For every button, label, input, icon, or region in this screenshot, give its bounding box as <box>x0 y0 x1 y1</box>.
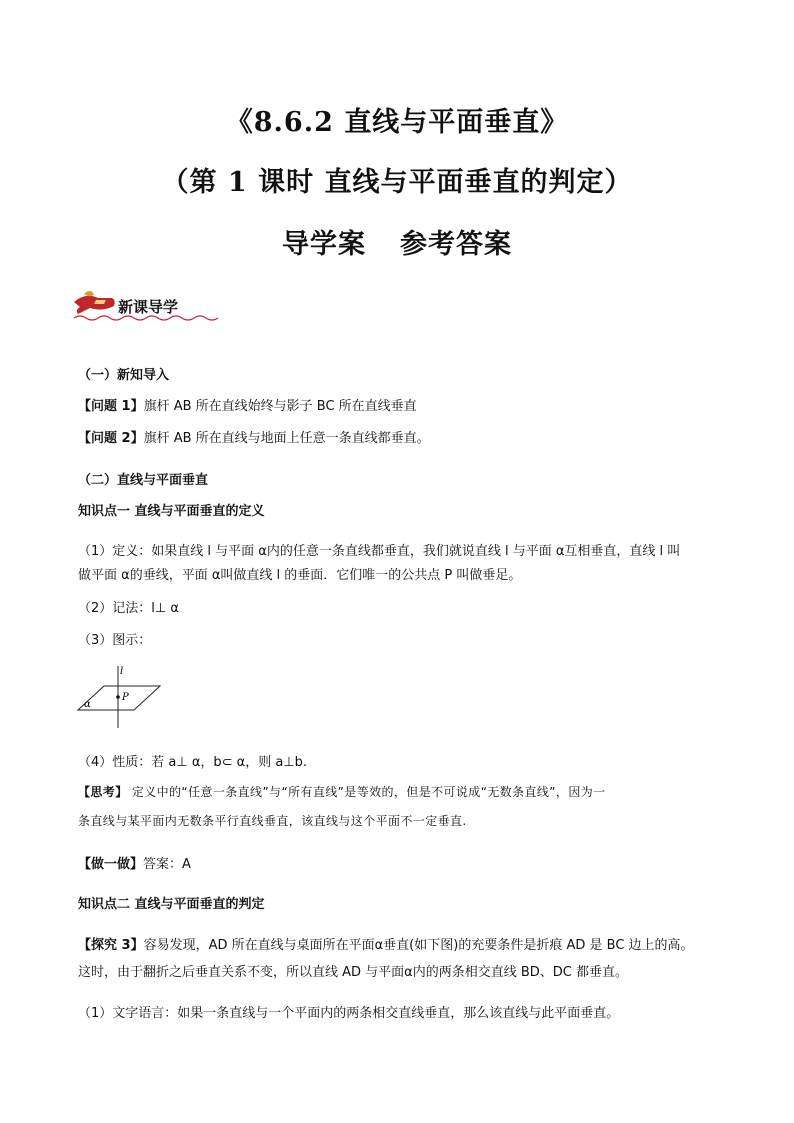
doc-title: 《8.6.2 直线与平面垂直》 <box>225 107 569 138</box>
perpendicular-diagram <box>74 660 164 730</box>
guide-label: 导学案 <box>282 229 366 260</box>
think-line-2: 条直线与某平面内无数条平行直线垂直，该直线与这个平面不一定垂直. <box>78 814 467 828</box>
question-2-tag: 【问题 2】 <box>78 431 144 446</box>
definition-line-1: （1）定义：如果直线 l 与平面 α内的任意一条直线都垂直，我们就说直线 l 与平面 α互相垂直，直线 l 叫 <box>78 544 681 559</box>
lesson-subtitle: （第 1 课时 直线与平面垂直的判定） <box>161 167 633 198</box>
foot-point <box>116 695 120 699</box>
plane-label: α <box>84 699 91 710</box>
question-1-tag: 【问题 1】 <box>78 399 144 414</box>
explore-line-1 <box>78 934 694 953</box>
line-label: l <box>120 666 124 677</box>
think-tag: 【思考】 <box>78 785 128 799</box>
explore-text-1: 容易发现，AD 所在直线与桌面所在平面α垂直(如下图)的充要条件是折痕 AD 是 BC 边上的高。 <box>143 938 694 953</box>
text-language-line: （1）文字语言：如果一条直线与一个平面内的两条相交直线垂直，那么该直线与此平面垂直。 <box>78 1006 620 1021</box>
notation-line: （2）记法：l⊥ α <box>78 601 179 616</box>
explore-tag: 【探究 3】 <box>78 938 144 953</box>
diagram-caption: （3）图示： <box>78 633 152 648</box>
knowledge-point-1-title: 知识点一 直线与平面垂直的定义 <box>78 504 265 519</box>
section-banner <box>72 288 222 324</box>
think-line-1 <box>78 783 606 800</box>
question-2-text: 旗杆 AB 所在直线与地面上任意一条直线都垂直。 <box>143 431 430 446</box>
part1-heading: （一）新知导入 <box>78 368 170 383</box>
question-1 <box>78 395 417 414</box>
try-line <box>78 853 191 872</box>
section-banner-label: 新课导学 <box>118 298 179 316</box>
knowledge-point-2-title: 知识点二 直线与平面垂直的判定 <box>78 897 265 912</box>
explore-line-2: 这时，由于翻折之后垂直关系不变，所以直线 AD 与平面α内的两条相交直线 BD、DC 都垂直。 <box>78 965 629 980</box>
answer-label: 参考答案 <box>400 229 512 260</box>
think-text-1: 定义中的“任意一条直线”与“所有直线”是等效的，但是不可说成“无数条直线”，因为一 <box>127 785 606 799</box>
part2-heading: （二）直线与平面垂直 <box>78 473 209 488</box>
doc-kind-title <box>0 222 794 261</box>
point-label: P <box>122 692 129 703</box>
question-2 <box>78 427 430 446</box>
try-answer: 答案：A <box>143 857 191 872</box>
definition-line-2: 做平面 α的垂线，平面 α叫做直线 l 的垂面．它们唯一的公共点 P 叫做垂足。 <box>78 568 522 583</box>
question-1-text: 旗杆 AB 所在直线始终与影子 BC 所在直线垂直 <box>143 399 417 414</box>
property-line: （4）性质：若 a⊥ α，b⊂ α，则 a⊥b. <box>78 755 308 770</box>
try-tag: 【做一做】 <box>78 857 144 872</box>
